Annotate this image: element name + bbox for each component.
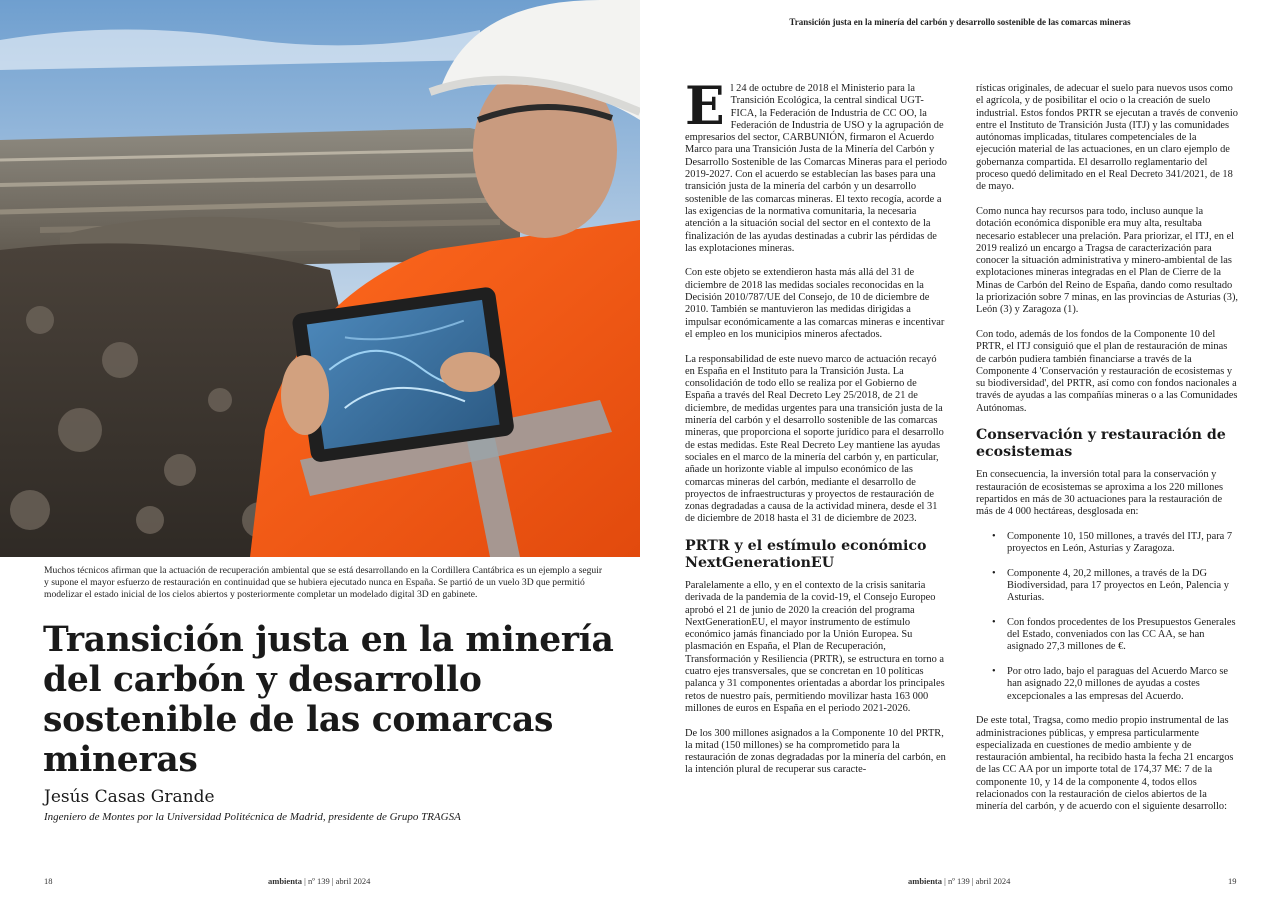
article-title: Transición justa en la minería del carbón y desarrollo sostenible de las comarcas mineras bbox=[43, 620, 614, 780]
author-role: Ingeniero de Montes por la Universidad Politécnica de Madrid, presidente de Grupo TRAGSA bbox=[44, 811, 461, 823]
article-author: Jesús Casas Grande bbox=[44, 787, 215, 807]
paragraph: Como nunca hay recursos para todo, incluso aunque la dotación económica disponible era muy alta, resultaba necesario establecer una prelación. Para priorizar, el ITJ, en el 2019 realizó un encargo a Tragsa de caracterización para conocer la situación administrativa y minero-ambiental de las explotaciones mineras integradas en el Plan de Cierre de la Minas de Carbón del Reino de España, dando como resultado la priorización sobre 7 minas, en las provincias de Asturias (3), León (3) y Zaragoza (1). bbox=[976, 205, 1239, 316]
paragraph-intro bbox=[685, 76, 947, 255]
paragraph: En consecuencia, la inversión total para la conservación y restauración de ecosistemas se aproxima a los 220 millones repartidos en más de 30 actuaciones para la restauración de más de 4 000 hectáreas, desglosada en: bbox=[976, 469, 1223, 518]
footer-mag-name: ambienta bbox=[908, 876, 942, 886]
footer-issue: | nº 139 | abril 2024 bbox=[304, 876, 371, 886]
paragraph: Paralelamente a ello, y en el contexto de la crisis sanitaria derivada de la pandemia de la covid-19, el Consejo Europeo aprobó el 21 de junio de 2020 la creación del programa NextGenerationEU, el mayor instrumento de estímulo económico jamás financiado por la Unión Europea. Su plasmación en España, el Plan de Recuperación, Transformación y Resiliencia (PRTR), se estructura en torno a cuatro ejes transversales, que se concretan en 10 políticas palanca y 31 componentes orientadas a abordar los principales retos de nuestro país, permitiendo movilizar hasta 163 000 millones de euros en España en el periodo 2021-2026. bbox=[685, 579, 945, 714]
paragraph: La responsabilidad de este nuevo marco de actuación recayó en España en el Instituto para la Transición Justa. La consolidación de todo ello se realiza por el Gobierno de España a través del Real Decreto Ley 25/2018, de 21 de diciembre, de medidas urgentes para una transición justa de la minería del carbón y el desarrollo sostenible de las comarcas mineras, que proporciona el soporte jurídico para el desarrollo de estas medidas. Este Real Decreto Ley mantiene las ayudas sociales en el marco de la minería del carbón y, en particular, añade un horizonte viable al impulso económico de las comarcas mineras del carbón, mediante el desarrollo de proyectos de infraestructuras y proyectos de restauración de zonas degradadas a causa de la actividad minera, desde el 31 de diciembre de 2018 hasta el 31 de diciembre de 2023. bbox=[685, 353, 944, 525]
footer-magazine-right bbox=[908, 876, 1010, 886]
footer-magazine-left bbox=[268, 876, 370, 886]
page-number-left: 18 bbox=[44, 876, 53, 886]
right-page bbox=[640, 0, 1280, 903]
paragraph: Con este objeto se extendieron hasta más allá del 31 de diciembre de 2018 las medidas sociales reconocidas en la Decisión 2010/787/UE del Consejo, de 10 de diciembre de 2010. También se mantuvieron las medidas dirigidas a impulsar económicamente a las comarcas mineras e incentivar el empleo en los municipios mineros afectados. bbox=[685, 267, 945, 340]
photo-caption: Muchos técnicos afirman que la actuación de recuperación ambiental que se está desarrollando en la Cordillera Cantábrica es un ejemplo a seguir y supone el mayor esfuerzo de restauración en continuidad que se hubiera ejecutado nunca en España. Se partió de un vuelo 3D que permitió modelizar el estado inicial de los cielos abiertos y posteriormente completar un modelado digital 3D en gabinete. bbox=[44, 565, 603, 600]
mine-technician-illustration bbox=[0, 0, 640, 557]
footer-issue: | nº 139 | abril 2024 bbox=[944, 876, 1011, 886]
text-column-1 bbox=[685, 76, 947, 789]
list-item: • Componente 4, 20,2 millones, a través de la DG Biodiversidad, para 17 proyectos en León, Palencia y Asturias. bbox=[976, 568, 1238, 605]
paragraph: De los 300 millones asignados a la Componente 10 del PRTR, la mitad (150 millones) se ha comprometido para la restauración de zonas degradadas por la minería del carbón, en la intención plural de recuperar sus caracte- bbox=[685, 727, 946, 776]
page-number-right: 19 bbox=[1228, 876, 1237, 886]
text-column-2 bbox=[976, 83, 1238, 826]
list-item: • Por otro lado, bajo el paraguas del Acuerdo Marco se han asignado 22,0 millones de ayudas a costes excepcionales a las empresas del Acuerdo. bbox=[976, 666, 1238, 703]
paragraph: De este total, Tragsa, como medio propio instrumental de las administraciones públicas, y empresa particularmente especializada en cuestiones de medio ambiente y de restauración ambiental, ha recibido hasta la fecha 21 encargos de las CC AA por un importe total de 174,37 M€: 7 de la componente 10, y 14 de la componente 4, todos ellos relacionados con la restauración de cielos abiertos de la minería del carbón, y de acuerdo con el siguiente desarrollo: bbox=[976, 715, 1234, 813]
section-heading-prtr: PRTR y el estímulo económico NextGenerationEU bbox=[685, 537, 927, 571]
intro-text: l 24 de octubre de 2018 el Ministerio para la Transición Ecológica, la central sindical UGT-FICA, la Federación de Industria de CC OO, la Federación de Industria de USO y la agrupación de empresarios del sector, CARBUNIÓN, firmaron el Acuerdo Marco para una Transición Justa de la Minería del Carbón y Desarrollo Sostenible de las Comarcas Mineras para el periodo 2019-2027. Con el acuerdo se establecían las bases para una transición justa de la minería del carbón y un desarrollo sostenible de las comarcas mineras. El texto recogía, acorde a las exigencias de la normativa comunitaria, la necesaria atención a la situación social del sector en el contexto de la finalización de las ayudas destinadas a cubrir las pérdidas de las explotaciones mineras. bbox=[685, 83, 947, 254]
list-item: • Componente 10, 150 millones, a través del ITJ, para 7 proyectos en León, Asturias y Zaragoza. bbox=[976, 531, 1238, 556]
drop-cap: E bbox=[685, 76, 725, 137]
cover-photo bbox=[0, 0, 640, 557]
paragraph: Con todo, además de los fondos de la Componente 10 del PRTR, el ITJ consiguió que el plan de restauración de minas de carbón pudiera también financiarse a través de la Componente 4 'Conservación y restauración de ecosistemas y su biodiversidad', del PRTR, así como con fondos nacionales a través de ayudas a las compañías mineras o a las Comunidades Autónomas. bbox=[976, 328, 1238, 414]
running-head: Transición justa en la minería del carbón y desarrollo sostenible de las comarcas mineras bbox=[789, 17, 1131, 27]
list-item: • Con fondos procedentes de los Presupuestos Generales del Estado, conveniados con las CC AA, se han asignado 27,3 millones de €. bbox=[976, 617, 1238, 654]
paragraph: rísticas originales, de adecuar el suelo para nuevos usos como el agrícola, y de posibilitar el ocio o la creación de suelo industrial. Estos fondos PRTR se ejecutan a través de convenio entre el Instituto de Transición Justa (ITJ) y las comunidades autónomas implicadas, titulares competenciales de la ejecución material de las actuaciones, en un claro ejemplo de gobernanza compartida. El desarrollo reglamentario del proceso quedó delimitado en el Real Decreto 341/2021, de 18 de mayo. bbox=[976, 83, 1238, 193]
section-heading-conservacion: Conservación y restauración de ecosistemas bbox=[976, 427, 1226, 461]
funding-list bbox=[976, 531, 1238, 703]
footer-mag-name: ambienta bbox=[268, 876, 302, 886]
